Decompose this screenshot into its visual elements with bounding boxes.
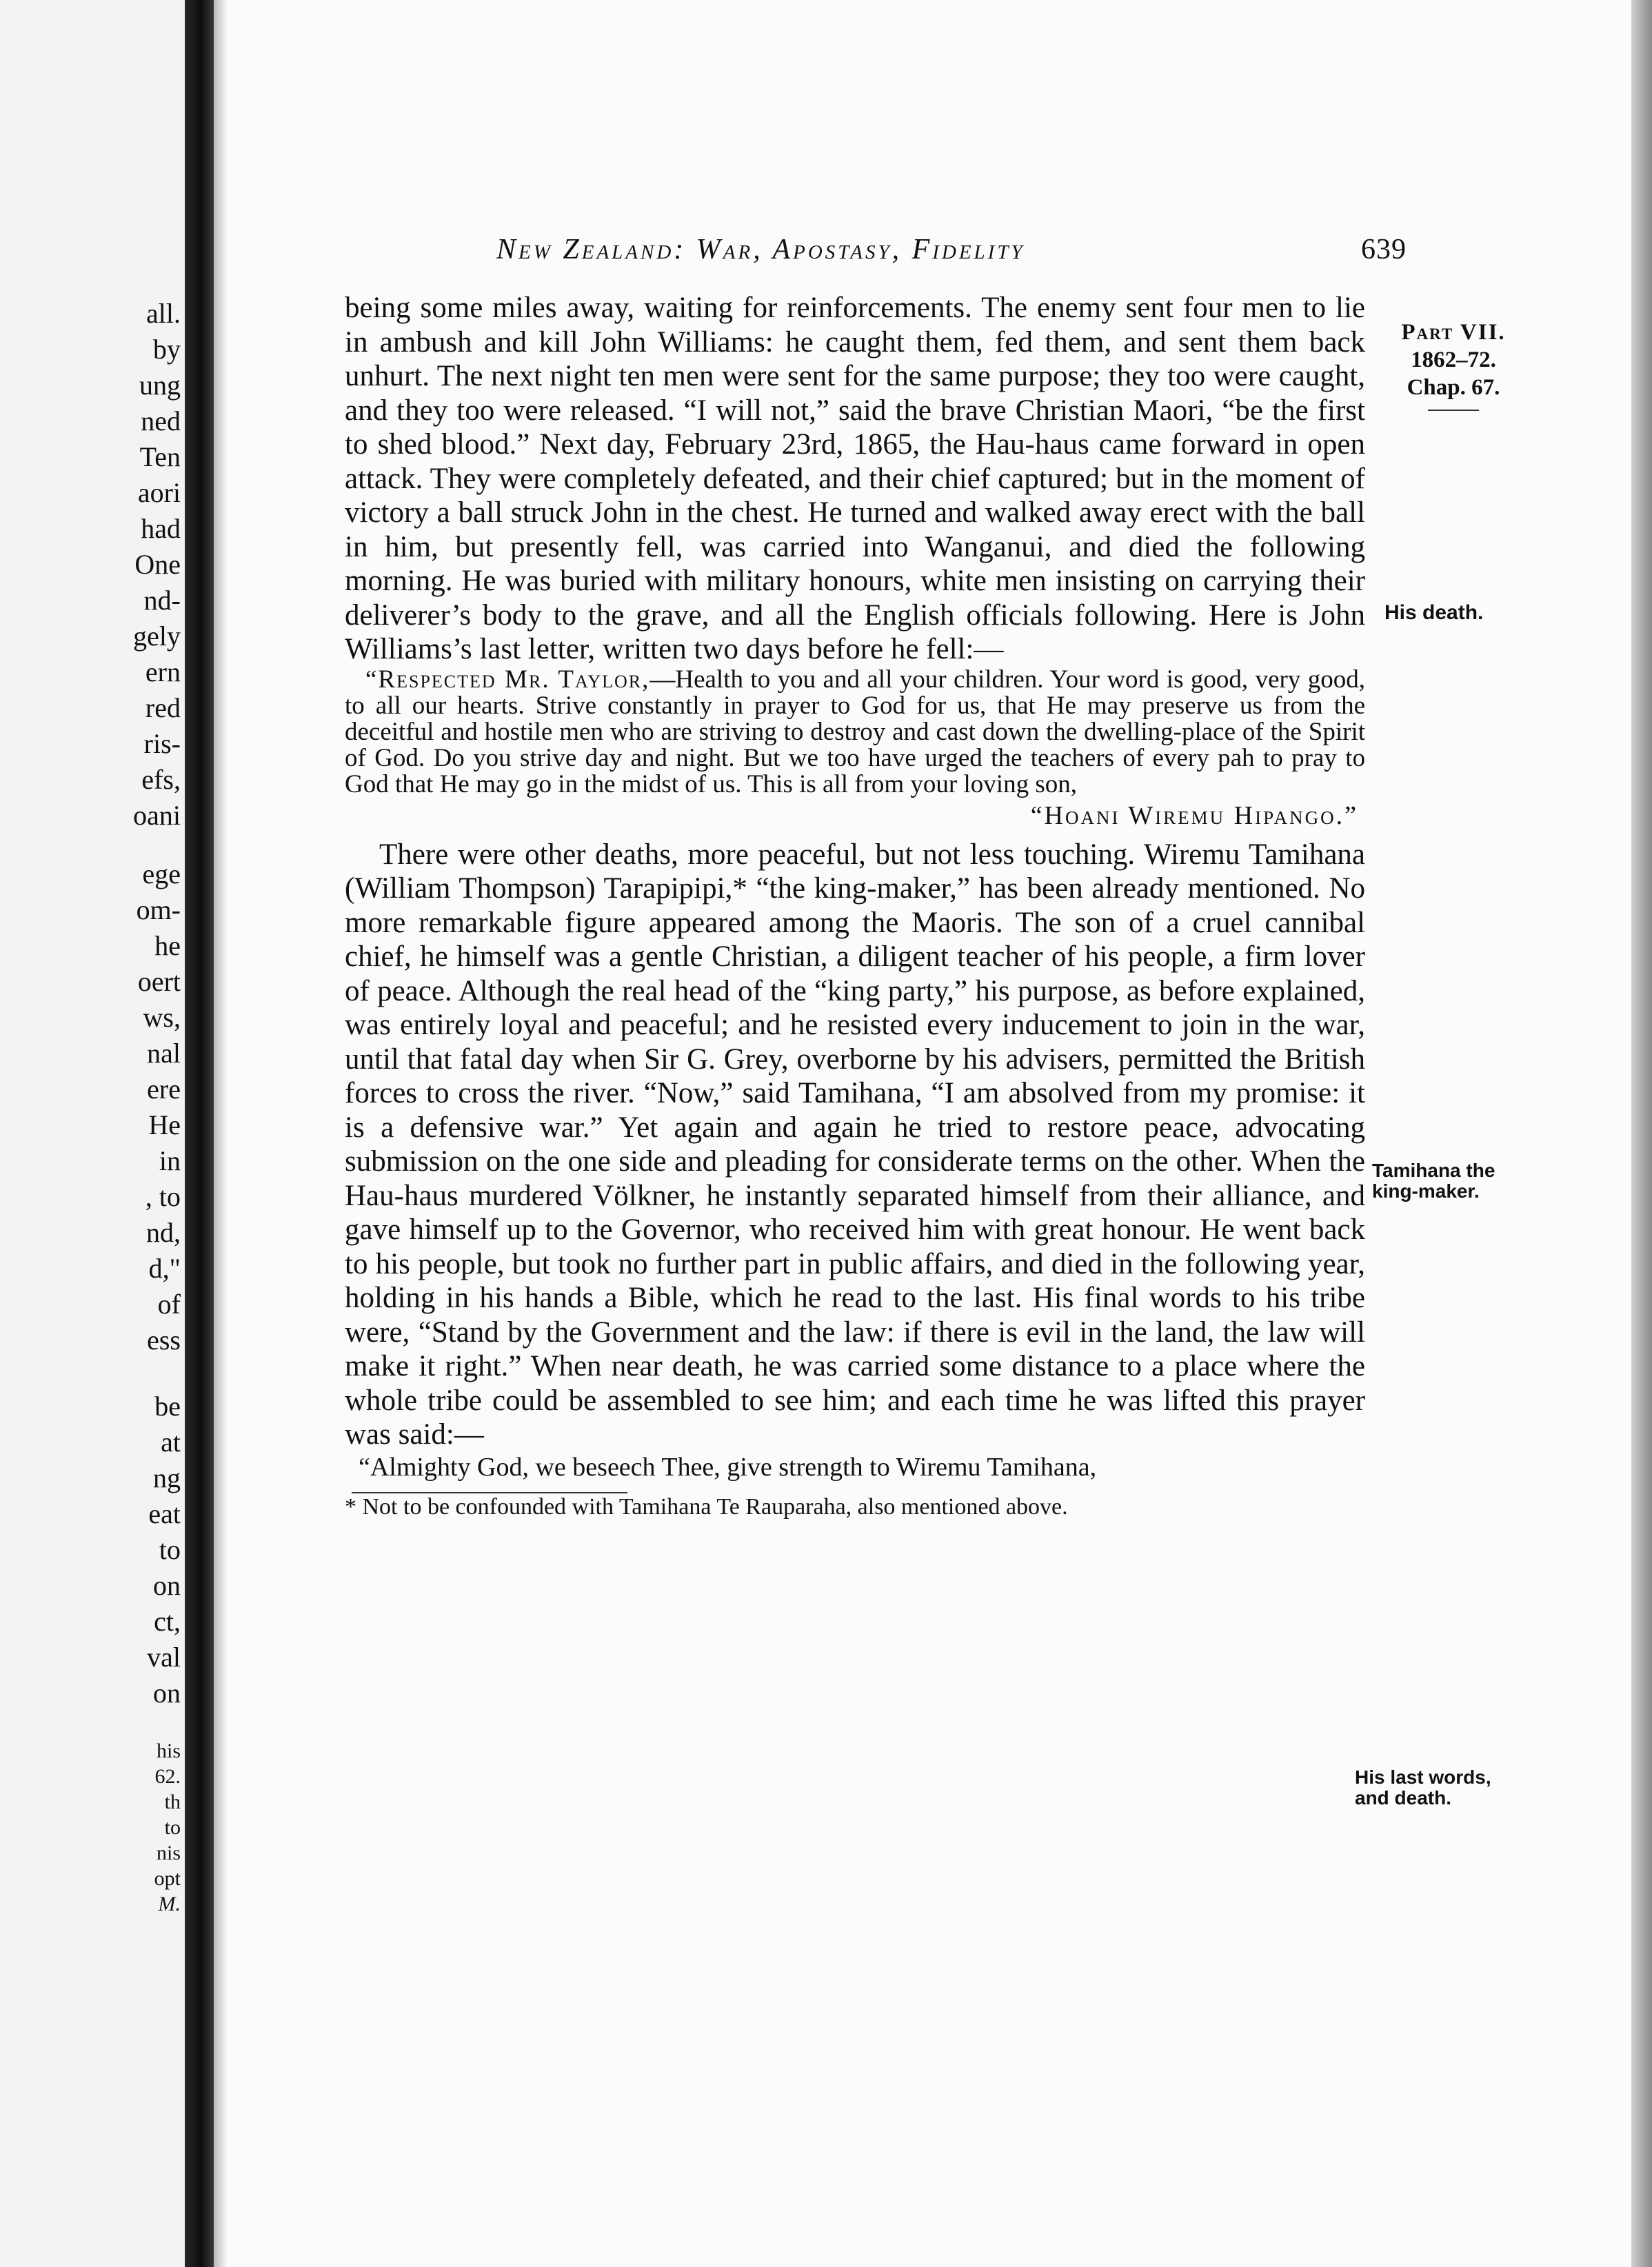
left-page-fragment: ess (147, 1324, 181, 1356)
letter-text: —Health to you and all your children. Your word is good, very good, to all our hearts. Strive constantly in prayer to God for us, that He may preserve us from the deceitful and hostile men who are striving to destroy and cast down the dwelling-place of the Spirit of God. Do you strive day and night. But we too have urged the teachers of every pah to pray to God that He may go in the midst of us. This is all from your loving son, (345, 665, 1365, 798)
left-page-fragment: to (164, 1816, 181, 1839)
left-page-fragment: om- (136, 894, 181, 925)
left-page-fragment: nd, (146, 1217, 181, 1248)
left-page-fragment: val (147, 1642, 181, 1673)
chapter-label: Chap. 67. (1407, 375, 1500, 400)
part-label: Part VII. (1401, 320, 1506, 345)
running-header (496, 233, 1407, 274)
sidenote-rule (1428, 410, 1479, 411)
left-page-fragment: oani (133, 800, 181, 831)
left-page-fragment: on (153, 1570, 181, 1601)
left-page-fragment: ng (153, 1462, 181, 1493)
left-page-fragment: nis (156, 1842, 181, 1864)
left-page-fragment: in (159, 1145, 181, 1176)
page-edge-right (1631, 0, 1652, 2267)
left-page-fragment: One (134, 549, 181, 580)
left-page-fragment: he (154, 930, 181, 961)
letter-salutation: “Respected Mr. Taylor, (365, 665, 650, 694)
book-gutter (185, 0, 214, 2267)
gutter-shadow (214, 0, 228, 2267)
left-page-fragment: ct, (154, 1606, 181, 1637)
paragraph-tamihana: There were other deaths, more peaceful, but not less touching. Wiremu Tamihana (William Thompson) Tarapipipi,* “the king-maker,” has been already mentioned. No more remarkable figure appeared among the Maoris. The son of a cruel cannibal chief, he himself was a gentle Christian, a diligent teacher of his people, a firm lover of peace. Although the real head of the “king party,” his purpose, as before explained, was entirely loyal and peaceful; and he resisted every inducement to join in the war, until that fatal day when Sir G. Grey, overborne by his advisers, permitted the British forces to cross the river. “Now,” said Tamihana, “I am absolved from my promise: it is a defensive war.” Yet again and again he tried to restore peace, advocating submission on the one side and pleading for considerate terms on the other. When the Hau-haus murdered Völkner, he instantly separated himself from their alliance, and gave himself up to the Governor, who received him with great honour. He went back to his people, but took no further part in public affairs, and died in the following year, holding in his hands a Bible, which he read to the last. His final words to his tribe were, “Stand by the Government and the law: if there is evil in the land, the law will make it right.” When near death, he was carried some distance to a place where the whole tribe could be assembled to see him; and each time he was lifted this prayer was said:— (345, 838, 1365, 1451)
left-page-fragment: 62. (154, 1765, 181, 1788)
previous-page-edge (0, 0, 185, 2267)
left-page-fragment: opt (154, 1867, 181, 1890)
left-page-fragment: be (154, 1391, 181, 1422)
left-page-fragment: ere (147, 1074, 181, 1105)
prayer-quote: “Almighty God, we beseech Thee, give strength to Wiremu Tamihana, (359, 1452, 1097, 1482)
left-page-fragment: Ten (139, 441, 181, 472)
left-page-fragment: gely (133, 621, 181, 652)
left-page-fragment: ws, (143, 1002, 181, 1033)
left-page-fragment: ris- (143, 728, 181, 759)
left-page-fragment: on (153, 1677, 181, 1709)
page-number: 639 (1361, 234, 1407, 265)
left-page-fragment: M. (158, 1893, 181, 1915)
left-page-fragment: oert (137, 966, 181, 997)
left-page-fragment: ege (142, 858, 181, 889)
left-page-fragment: aori (137, 477, 181, 508)
letter-block (345, 667, 1365, 798)
left-page-fragment: his (156, 1740, 181, 1762)
left-page-fragment: all. (146, 298, 181, 329)
left-page-fragment: ned (141, 405, 181, 436)
left-page-fragment: , to (145, 1181, 181, 1212)
sidenote-last-words: His last words, and death. (1355, 1766, 1491, 1808)
page-body (345, 291, 1365, 1521)
left-page-fragment: efs, (141, 764, 181, 795)
left-page-fragment: at (161, 1427, 181, 1458)
footnote: * Not to be confounded with Tamihana Te Rauparaha, also mentioned above. (345, 1493, 1068, 1520)
sidenote-tamihana: Tamihana the king-maker. (1372, 1160, 1495, 1202)
left-page-fragment: ern (145, 656, 181, 687)
left-page-fragment: nal (147, 1038, 181, 1069)
left-page-fragment: to (159, 1534, 181, 1565)
left-page-fragment: red (145, 692, 181, 723)
left-page-fragment: d," (148, 1253, 181, 1284)
sidenote-his-death: His death. (1384, 601, 1484, 624)
part-chapter-sidenote (1384, 319, 1522, 411)
left-page-fragment: ung (139, 370, 181, 401)
left-page-fragment: by (153, 334, 181, 365)
left-page-fragment: eat (148, 1498, 181, 1529)
left-page-fragment: He (148, 1109, 181, 1140)
left-page-fragment: th (164, 1791, 181, 1813)
left-page-fragment: of (157, 1289, 181, 1320)
letter-signature: “Hoani Wiremu Hipango.” (1030, 800, 1358, 830)
paragraph-john-williams: being some miles away, waiting for reinforcements. The enemy sent four men to lie in ambush and kill John Williams: he caught them, fed them, and sent them back unhurt. The next night ten men were sent for the same purpose; they too were caught, and they too were released. “I will not,” said the brave Christian Maori, “be the first to shed blood.” Next day, February 23rd, 1865, the Hau-haus came forward in open attack. They were completely defeated, and their chief captured; but in the moment of victory a ball struck John in the chest. He turned and walked away erect with the ball in him, but presently fell, was carried into Wanganui, and died the following morning. He was buried with military honours, white men insisting on carrying their deliverer’s body to the grave, and all the English officials following. Here is John Williams’s last letter, written two days before he fell:— (345, 292, 1365, 665)
years-label: 1862–72. (1411, 347, 1496, 372)
left-page-fragment: nd- (143, 585, 181, 616)
left-page-fragment: had (141, 513, 181, 544)
running-title: New Zealand: War, Apostasy, Fidelity (496, 234, 1025, 265)
